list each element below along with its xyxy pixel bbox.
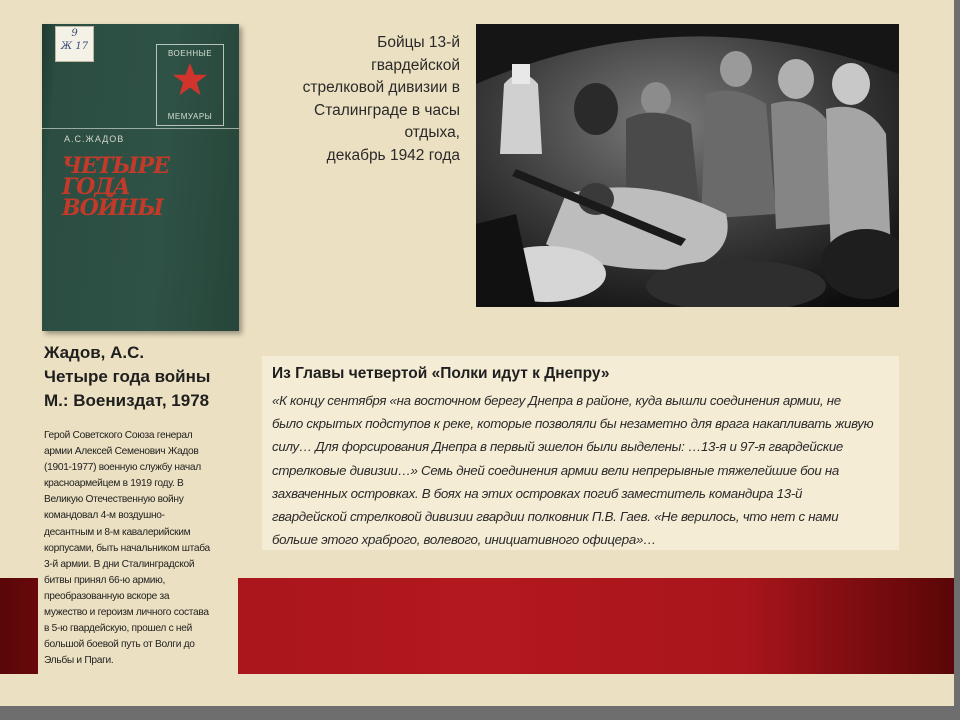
quote-line: больше этого храброго, волевого, инициативного офицера»… [272, 532, 657, 548]
quote-line: стрелковые дивизии…» Семь дней соединения армии вели непрерывные тяжелейшие бои на [272, 462, 839, 478]
wartime-photo [476, 24, 899, 307]
bio-line: преобразованную вскоре за [44, 590, 170, 602]
series-emblem [156, 44, 224, 126]
caption-line: декабрь 1942 года [326, 146, 460, 164]
cover-title-line: ЧЕТЫРЕ [62, 153, 169, 179]
frame-bottom-edge [0, 706, 960, 720]
photo-caption [270, 32, 460, 167]
sticker-number: 9 [71, 28, 78, 39]
bio-line: Герой Советского Союза генерал [44, 430, 193, 441]
quote-line: гвардейской стрелковой дивизии гвардии полковник П.В. Гаев. «Не верилось, что нет с нами [272, 509, 839, 525]
cover-title [62, 153, 222, 221]
quote-text [272, 389, 896, 551]
frame-right-edge [954, 0, 960, 720]
caption-line: Бойцы 13-й [377, 34, 460, 51]
bio-line: Эльбы и Праги. [44, 655, 114, 667]
book-cover-image [42, 24, 239, 331]
citation-author: Жадов, А.С. [44, 343, 145, 362]
bio-line: красноармейцем в 1919 году. В [44, 478, 184, 490]
bio-line: большой боевой путь от Волги до [44, 639, 195, 651]
quote-panel [262, 356, 899, 550]
bio-line: корпусами, быть начальником штаба [44, 542, 210, 554]
bio-line: битвы принял 66-ю армию, [44, 574, 166, 586]
soldiers-photo-icon [476, 24, 899, 307]
bio-line: мужество и героизм личного состава [44, 607, 209, 619]
bio-line: 3-й армии. В дни Сталинградской [44, 558, 195, 570]
cover-title-line: ВОЙНЫ [62, 195, 163, 221]
citation-publisher: М.: Воениздат, 1978 [44, 391, 210, 410]
library-sticker [55, 26, 94, 62]
quote-line: «К концу сентября «на восточном берегу Днепра в районе, куда вышли соединения армии, не [272, 393, 841, 408]
caption-line: гвардейской [371, 56, 460, 74]
quote-title: Из Главы четвертой «Полки идут к Днепру» [272, 365, 610, 382]
sticker-code: Ж 17 [60, 41, 89, 52]
bio-line: командовал 4-м воздушно- [44, 510, 165, 522]
quote-line: было скрытых подступов к реке, которые позволяли бы незаметно для врага накапливать живую [272, 416, 874, 432]
red-star-icon [171, 61, 209, 99]
author-biography [44, 428, 236, 669]
bio-line: десантным и 8-м кавалерийским [44, 526, 191, 538]
caption-line: Сталинграде в часы [314, 101, 460, 119]
caption-line: отдыха, [404, 124, 460, 141]
bio-line: (1901-1977) военную службу начал [44, 462, 201, 474]
quote-line: силу… Для форсирования Днепра в первый эшелон были выделены: …13-я и 97-я гвардейские [272, 439, 844, 455]
cover-title-line: ГОДА [62, 174, 130, 200]
citation-title: Четыре года войны [44, 367, 211, 386]
cover-author: А.С.ЖАДОВ [64, 134, 125, 144]
bio-line: Великую Отечественную войну [44, 494, 184, 506]
series-label-top: ВОЕННЫЕ [167, 49, 213, 58]
quote-line: захваченных островках. В боях на этих островках погиб заместитель командира 13-й [272, 485, 803, 501]
caption-line: стрелковой дивизии в [302, 79, 460, 96]
cover-divider [42, 128, 239, 129]
bio-line: армии Алексей Семенович Жадов [44, 446, 199, 458]
bio-line: в 5-ю гвардейскую, прошел с ней [44, 623, 192, 635]
series-label-bottom: МЕМУАРЫ [167, 112, 213, 121]
book-citation [44, 341, 244, 413]
